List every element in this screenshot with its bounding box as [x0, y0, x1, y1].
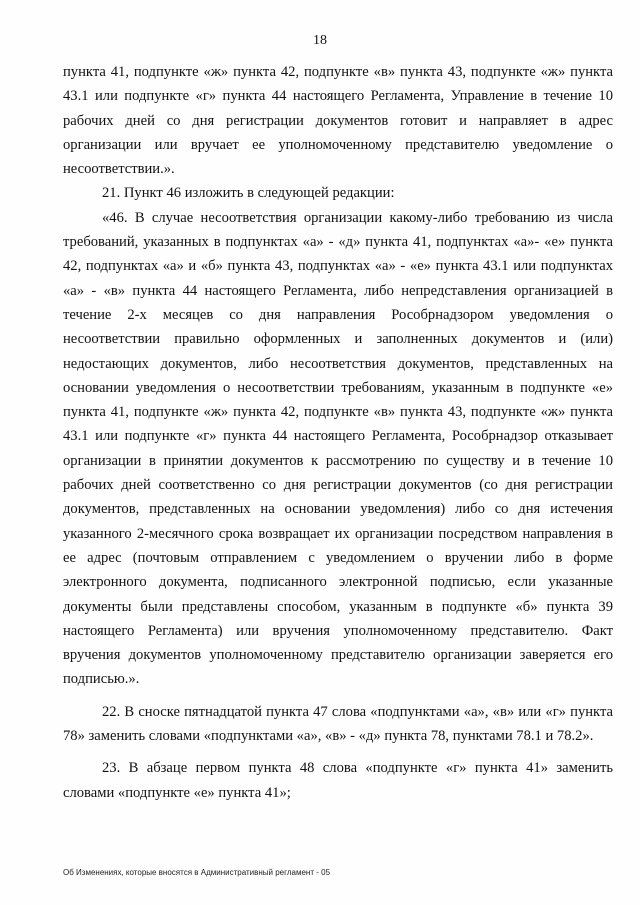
- paragraph-point-46: «46. В случае несоответствия организации какому-либо требованию из числа требований, указанных в подпунктах «а» - «д» пункта 41, подпунктах «а»- «е» пункта 42, подпунктах «а» и «б» пункта 43, подпунктах «а» - «е» пункта 43.1 или подпунктах «а» - «в» пункта 44 настоящего Регламента, либо непредставления организацией в течение 2-х месяцев со дня направления Рособрнадзором уведомления о несоответствии правильно оформленных и заполненных документов и (или) недостающих документов, либо несоответствия документов, представленных на основании уведомления о несоответствии требованиям, указанным в подпункте «е» пункта 41, подпункте «ж» пункта 42, подпункте «в» пункта 43, подпункте «ж» пункта 43.1 или подпункте «г» пункта 44 настоящего Регламента, Рособрнадзор отказывает организации в принятии документов к рассмотрению по существу и в течение 10 рабочих дней соответственно со дня регистрации документов (со дня регистрации документов, представленных на основании уведомления) либо со дня истечения указанного 2-месячного срока возвращает их организации посредством направления в ее адрес (почтовым отправлением с уведомлением о вручении либо в форме электронного документа, подписанного электронной подписью, если указанные документы были представлены способом, указанным в подпункте «б» пункта 39 настоящего Регламента) или вручения уполномоченному представителю. Факт вручения документов уполномоченному представителю организации заверяется его подписью.».: [63, 209, 613, 688]
- paragraph-item-22: 22. В сноске пятнадцатой пункта 47 слова «подпунктами «а», «в» или «г» пункта 78» заменить словами «подпунктами «а», «в» - «д» пункта 78, пунктами 78.1 и 78.2».: [63, 703, 613, 745]
- page-footer: Об Изменениях, которые вносятся в Административный регламент - 05: [63, 868, 331, 877]
- paragraph-item-23: 23. В абзаце первом пункта 48 слова «подпункте «г» пункта 41» заменить словами «подпункте «е» пункта 41»;: [63, 760, 613, 801]
- page-number: 18: [313, 33, 327, 48]
- paragraph-item-21: 21. Пункт 46 изложить в следующей редакции:: [102, 185, 395, 202]
- paragraph-continuation: пункта 41, подпункте «ж» пункта 42, подпункте «в» пункта 43, подпункте «ж» пункта 43.1 или подпункте «г» пункта 44 настоящего Регламента, Управление в течение 10 рабочих дней со дня регистрации документов готовит и направляет в адрес организации или вручает ее уполномоченному представителю уведомление о несоответствии.».: [63, 64, 613, 178]
- document-body: [63, 60, 613, 805]
